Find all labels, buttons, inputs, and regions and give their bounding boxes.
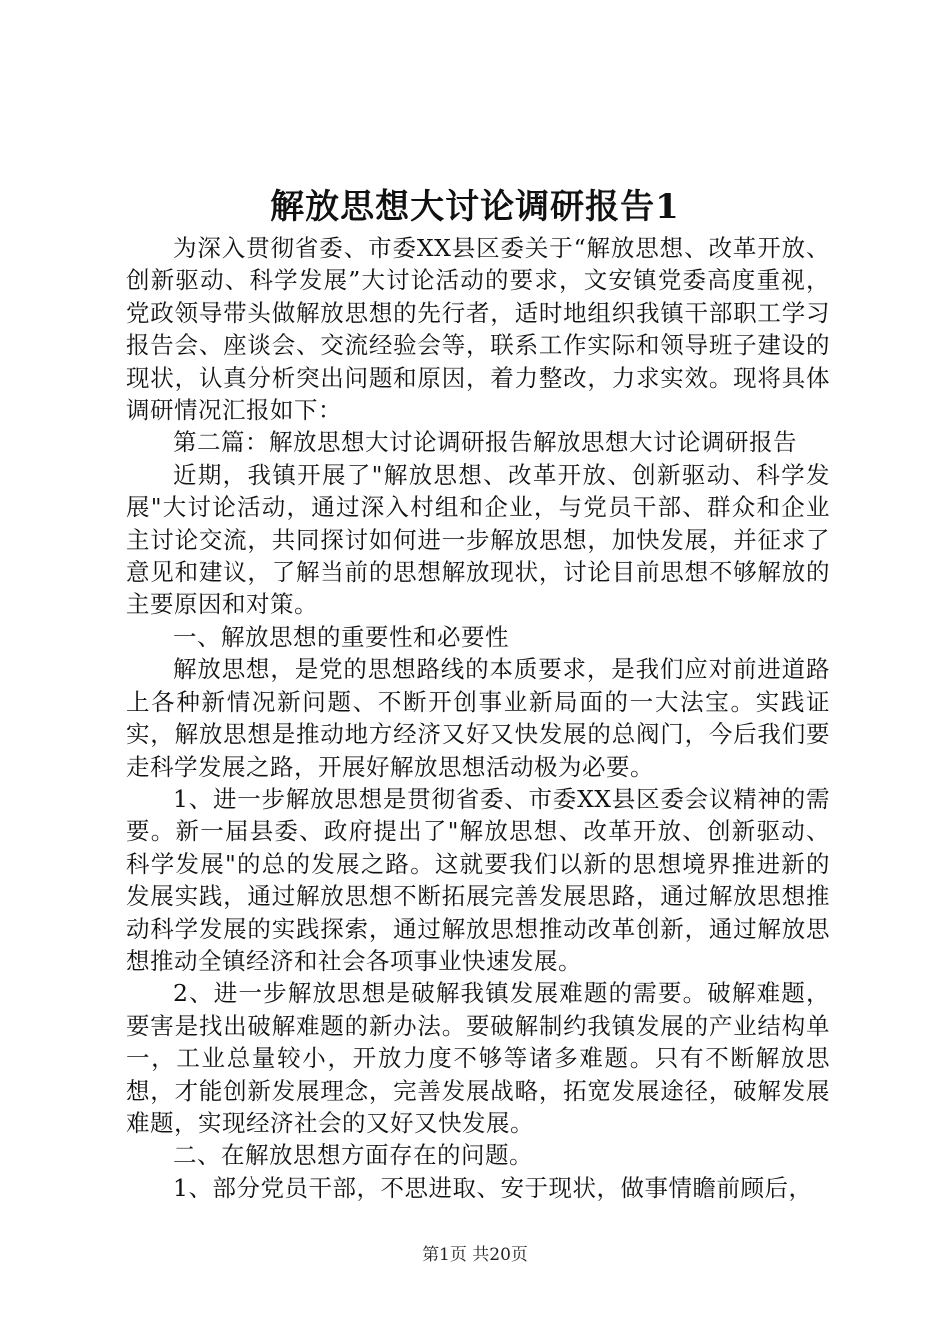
document-title: 解放思想大讨论调研报告1 bbox=[270, 187, 680, 227]
paragraph-point-1: 1、进一步解放思想是贯彻省委、市委XX县区委会议精神的需要。新一届县委、政府提出了"解放思想、改革开放、创新驱动、科学发展"的总的发展之路。这就要我们以新的思想境界推进新的发展实践，通过解放思想不断拓展完善发展思路，通过解放思想推动科学发展的实践探索，通过解放思想推动改革创新，通过解放思想推动全镇经济和社会各项事业快速发展。 bbox=[126, 784, 830, 975]
page-footer: 第1页 共20页 bbox=[422, 1245, 528, 1265]
section-heading-importance: 一、解放思想的重要性和必要性 bbox=[173, 622, 509, 651]
paragraph-problem-1: 1、部分党员干部，不思进取、安于现状，做事情瞻前顾后， bbox=[173, 1173, 813, 1202]
paragraph-intro: 为深入贯彻省委、市委XX县区委关于“解放思想、改革开放、创新驱动、科学发展”大讨论活动的要求，文安镇党委高度重视，党政领导带头做解放思想的先行者，适时地组织我镇干部职工学习报告会、座谈会、交流经验会等，联系工作实际和领导班子建设的现状，认真分析突出问题和原因，着力整改，力求实效。现将具体调研情况汇报如下： bbox=[126, 234, 830, 425]
paragraph-recent-activity: 近期，我镇开展了"解放思想、改革开放、创新驱动、科学发展"大讨论活动，通过深入村组和企业，与党员干部、群众和企业主讨论交流，共同探讨如何进一步解放思想，加快发展，并征求了意见和建议，了解当前的思想解放现状，讨论目前思想不够解放的主要原因和对策。 bbox=[126, 460, 830, 619]
document-body bbox=[126, 232, 830, 1204]
paragraph-second-article-heading: 第二篇：解放思想大讨论调研报告解放思想大讨论调研报告 bbox=[173, 428, 797, 457]
paragraph-importance: 解放思想，是党的思想路线的本质要求，是我们应对前进道路上各种新情况新问题、不断开创事业新局面的一大法宝。实践证实，解放思想是推动地方经济又好又快发展的总阀门，今后我们要走科学发展之路，开展好解放思想活动极为必要。 bbox=[126, 655, 830, 781]
section-heading-problems: 二、在解放思想方面存在的问题。 bbox=[173, 1141, 533, 1170]
paragraph-point-2: 2、进一步解放思想是破解我镇发展难题的需要。破解难题，要害是找出破解难题的新办法。要破解制约我镇发展的产业结构单一，工业总量较小，开放力度不够等诸多难题。只有不断解放思想，才能创新发展理念，完善发展战略，拓宽发展途径，破解发展难题，实现经济社会的又好又快发展。 bbox=[126, 979, 830, 1137]
